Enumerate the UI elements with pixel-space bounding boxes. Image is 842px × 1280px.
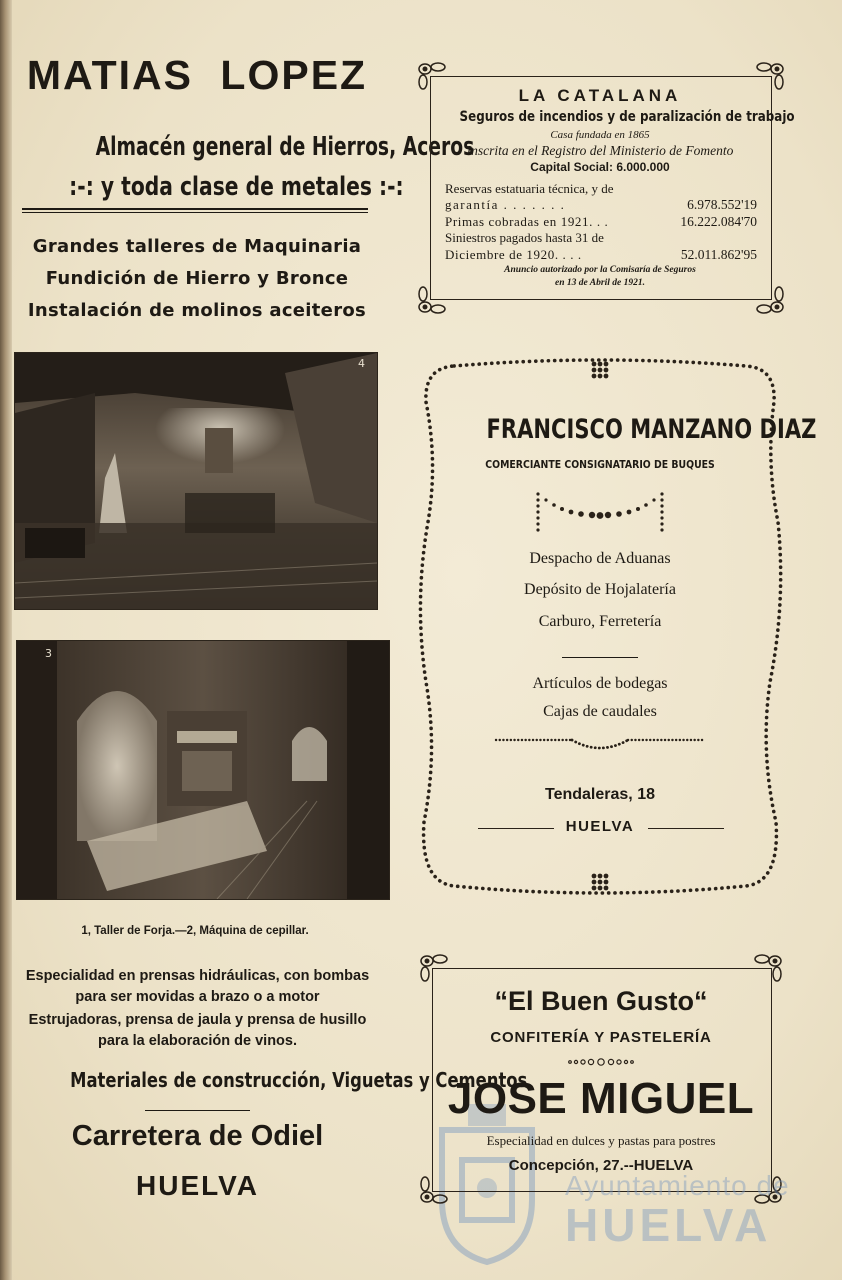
manzano-line-tinplate: Depósito de Hojalatería (524, 581, 676, 598)
catalana-title: LA CATALANA (518, 86, 682, 105)
catalana-row-5 (445, 247, 757, 263)
catalana-row-3-label: Primas cobradas en 1921. . . (445, 214, 609, 229)
manzano-line-safes: Cajas de caudales (543, 703, 657, 720)
catalana-registered: Inscrita en el Registro del Ministerio de Fomento (466, 143, 734, 158)
manzano-line-cellar: Artículos de bodegas (532, 675, 668, 692)
catalana-row-2-value: 6.978.552'19 (687, 197, 757, 212)
manzano-address: Tendaleras, 18 (545, 786, 655, 803)
catalana-subtitle (430, 109, 795, 125)
matias-city: HUELVA (136, 1170, 259, 1201)
catalana-subtitle-text: Seguros de incendios y de paralización de trabajo (459, 109, 795, 125)
specialty-line-3: Estrujadoras, prensa de jaula y prensa de husillo (28, 1012, 367, 1028)
matias-subtitle-1 (22, 132, 475, 162)
photo-2-number: 3 (45, 647, 52, 660)
watermark-line-2: HUELVA (565, 1199, 772, 1251)
watermark-line-1: Ayuntamiento de (565, 1170, 790, 1201)
manzano-city: HUELVA (565, 818, 635, 835)
matias-divider (22, 208, 368, 213)
buen-gusto-specialty: Especialidad en dulces y pastas para postres (486, 1133, 716, 1148)
manzano-divider (562, 657, 638, 658)
manzano-subtitle-text: COMERCIANTE CONSIGNATARIO DE BUQUES (485, 458, 715, 471)
specialty-line-1: Especialidad en prensas hidráulicas, con bombas (25, 968, 370, 984)
specialty-line-2: para ser movidas a brazo o a motor (75, 989, 320, 1005)
manzano-line-hardware: Carburo, Ferretería (538, 613, 662, 630)
specialty-line-4: para la elaboración de vinos. (97, 1033, 298, 1049)
matias-line-mills: Instalación de molinos aceiteros (27, 300, 367, 321)
catalana-row-5-label: Diciembre de 1920. . . . (445, 247, 582, 262)
buen-gusto-subtitle: CONFITERÍA Y PASTELERÍA (490, 1029, 712, 1046)
catalana-row-2 (445, 197, 757, 213)
manzano-title-text: FRANCISCO MANZANO DIAZ (486, 414, 817, 445)
book-binding-edge (0, 0, 12, 1280)
photo-1-number: 4 (358, 357, 365, 370)
catalana-row-5-value: 52.011.862'95 (680, 247, 757, 262)
manzano-bead-garland-ornament (534, 490, 666, 532)
catalana-row-4 (445, 230, 757, 246)
manzano-dotted-ornament (494, 734, 706, 754)
matias-title: MATIAS LOPEZ (26, 52, 368, 98)
catalana-row-3-value: 16.222.084'70 (680, 214, 757, 229)
matias-line-machinery: Grandes talleres de Maquinaria (32, 236, 362, 257)
buen-gusto-name: JOSE MIGUEL (447, 1074, 755, 1123)
catalana-row-1-label: Reservas estatuaria técnica, y de (445, 181, 614, 196)
matias-subtitle-2-text: :-: y toda clase de metales :-: (69, 172, 404, 202)
planing-machine-image (17, 641, 389, 899)
matias-line-foundry: Fundición de Hierro y Bronce (45, 268, 349, 289)
photo-caption: 1, Taller de Forja.—2, Máquina de cepillar. (81, 925, 309, 937)
matias-short-divider (145, 1110, 250, 1111)
materials-text: Materiales de construcción, Viguetas y Cementos (70, 1068, 528, 1092)
buen-gusto-bead-ornament (566, 1056, 636, 1068)
catalana-capital: Capital Social: 6.000.000 (530, 160, 670, 174)
catalana-footnote-2: en 13 de Abril de 1921. (555, 278, 645, 288)
catalana-row-4-label: Siniestros pagados hasta 31 de (445, 230, 604, 245)
catalana-row-1 (445, 181, 757, 197)
catalana-row-2-label: garantía . . . . . . . (445, 197, 566, 212)
matias-address: Carretera de Odiel (71, 1120, 324, 1152)
manzano-line-customs: Despacho de Aduanas (529, 550, 671, 567)
forge-workshop-image (15, 353, 377, 609)
buen-gusto-title: “El Buen Gusto“ (494, 986, 708, 1016)
matias-subtitle-2 (22, 172, 404, 202)
manzano-subtitle (440, 458, 760, 471)
catalana-founded: Casa fundada en 1865 (550, 129, 650, 141)
matias-subtitle-1-text: Almacén general de Hierros, Aceros (95, 132, 475, 162)
photo-planing-machine (16, 640, 390, 900)
buen-gusto-address: Concepción, 27.--HUELVA (508, 1157, 694, 1174)
materials-line (20, 1068, 528, 1092)
manzano-title (440, 414, 817, 445)
photo-forge-workshop (14, 352, 378, 610)
catalana-row-3 (445, 214, 757, 230)
catalana-footnote-1: Anuncio autorizado por la Comisaría de Seguros (504, 265, 696, 275)
